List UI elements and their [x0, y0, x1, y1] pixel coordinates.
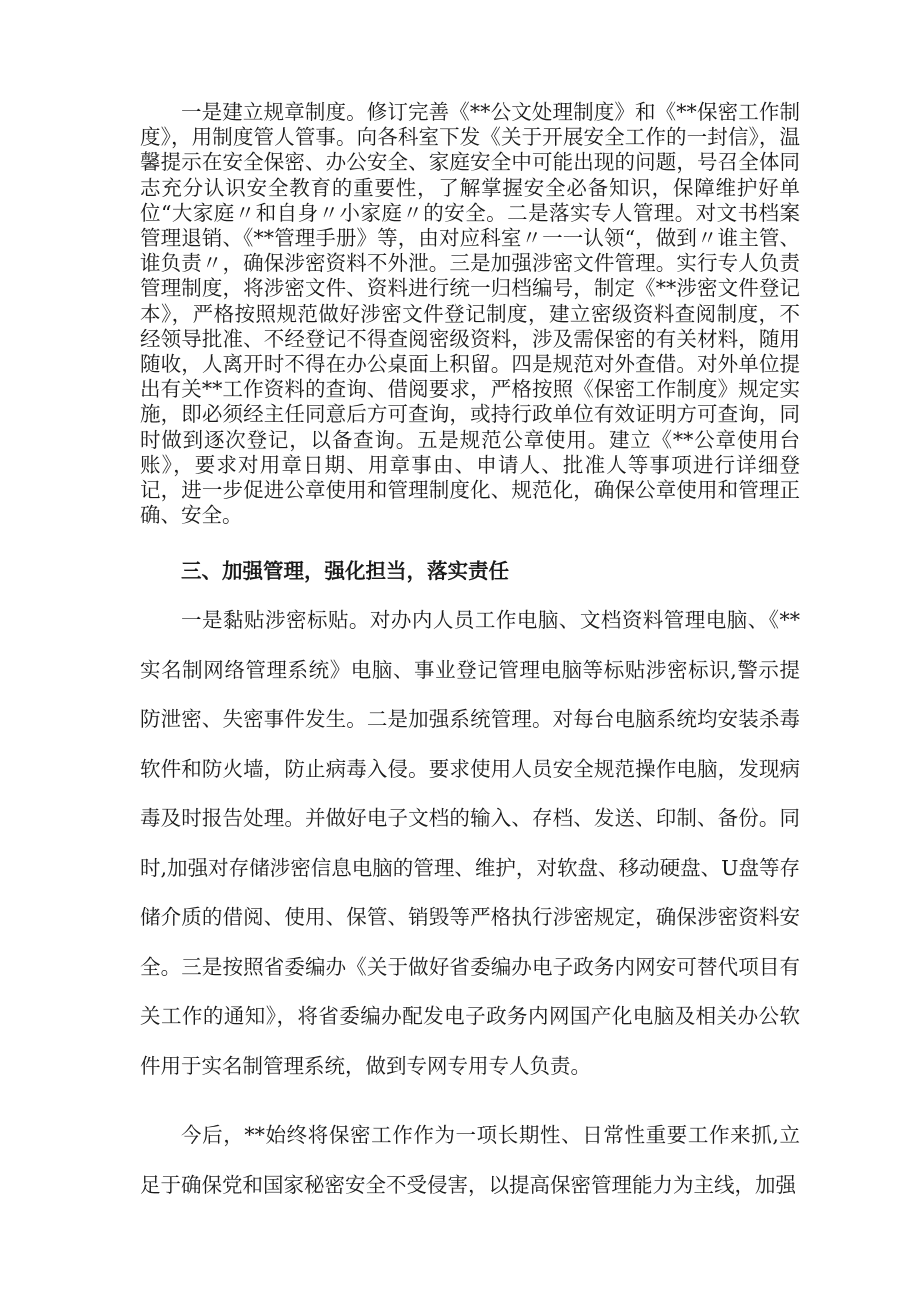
paragraph-security-labels: 一是黏贴涉密标贴。对办内人员工作电脑、文档资料管理电脑、《**实名制网络管理系统》电脑、事业登记管理电脑等标贴涉密标识,警示提防泄密、失密事件发生。二是加强系统管理。对每台电脑系统均安装杀毒软件和防火墙，防止病毒入侵。要求使用人员安全规范操作电脑，发现病毒及时报告处理。并做好电子文档的输入、存档、发送、印制、备份。同时,加强对存储涉密信息电脑的管理、维护，对软盘、移动硬盘、U盘等存储介质的借阅、使用、保管、销毁等严格执行涉密规定，确保涉密资料安全。三是按照省委编办《关于做好省委编办电子政务内网安可替代项目有关工作的通知》，将省委编办配发电子政务内网国产化电脑及相关办公软件用于实名制管理系统，做到专网专用专人负责。 [140, 608, 800, 1078]
document-page [140, 100, 800, 1210]
paragraph-rules-system: 一是建立规章制度。修订完善《**公文处理制度》和《**保密工作制度》，用制度管人管事。向各科室下发《关于开展安全工作的一封信》，温馨提示在安全保密、办公安全、家庭安全中可能出现的问题，号召全体同志充分认识安全教育的重要性，了解掌握安全必备知识，保障维护好单位“大家庭〃和自身〃小家庭〃的安全。二是落实专人管理。对文书档案管理退销、《**管理手册》等，由对应科室〃一一认领“，做到〃谁主管、谁负责〃，确保涉密资料不外泄。三是加强涉密文件管理。实行专人负责管理制度，将涉密文件、资料进行统一归档编号，制定《**涉密文件登记本》，严格按照规范做好涉密文件登记制度，建立密级资料查阅制度，不经领导批准、不经登记不得查阅密级资料，涉及需保密的有关材料，随用随收，人离开时不得在办公桌面上积留。四是规范对外查借。对外单位提出有关**工作资料的查询、借阅要求，严格按照《保密工作制度》规定实施，即必须经主任同意后方可查询，或持行政单位有效证明方可查询，同时做到逐次登记，以备查询。五是规范公章使用。建立《**公章使用台账》，要求对用章日期、用章事由、申请人、批准人等事项进行详细登记，进一步促进公章使用和管理制度化、规范化，确保公章使用和管理正确、安全。 [140, 100, 800, 528]
section-heading-3: 三、加强管理，强化担当，落实责任 [181, 559, 509, 584]
paragraph-future-work: 今后，**始终将保密工作作为一项长期性、日常性重要工作来抓,立足于确保党和国家秘密安全不受侵害，以提高保密管理能力为主线，加强 [140, 1123, 800, 1197]
